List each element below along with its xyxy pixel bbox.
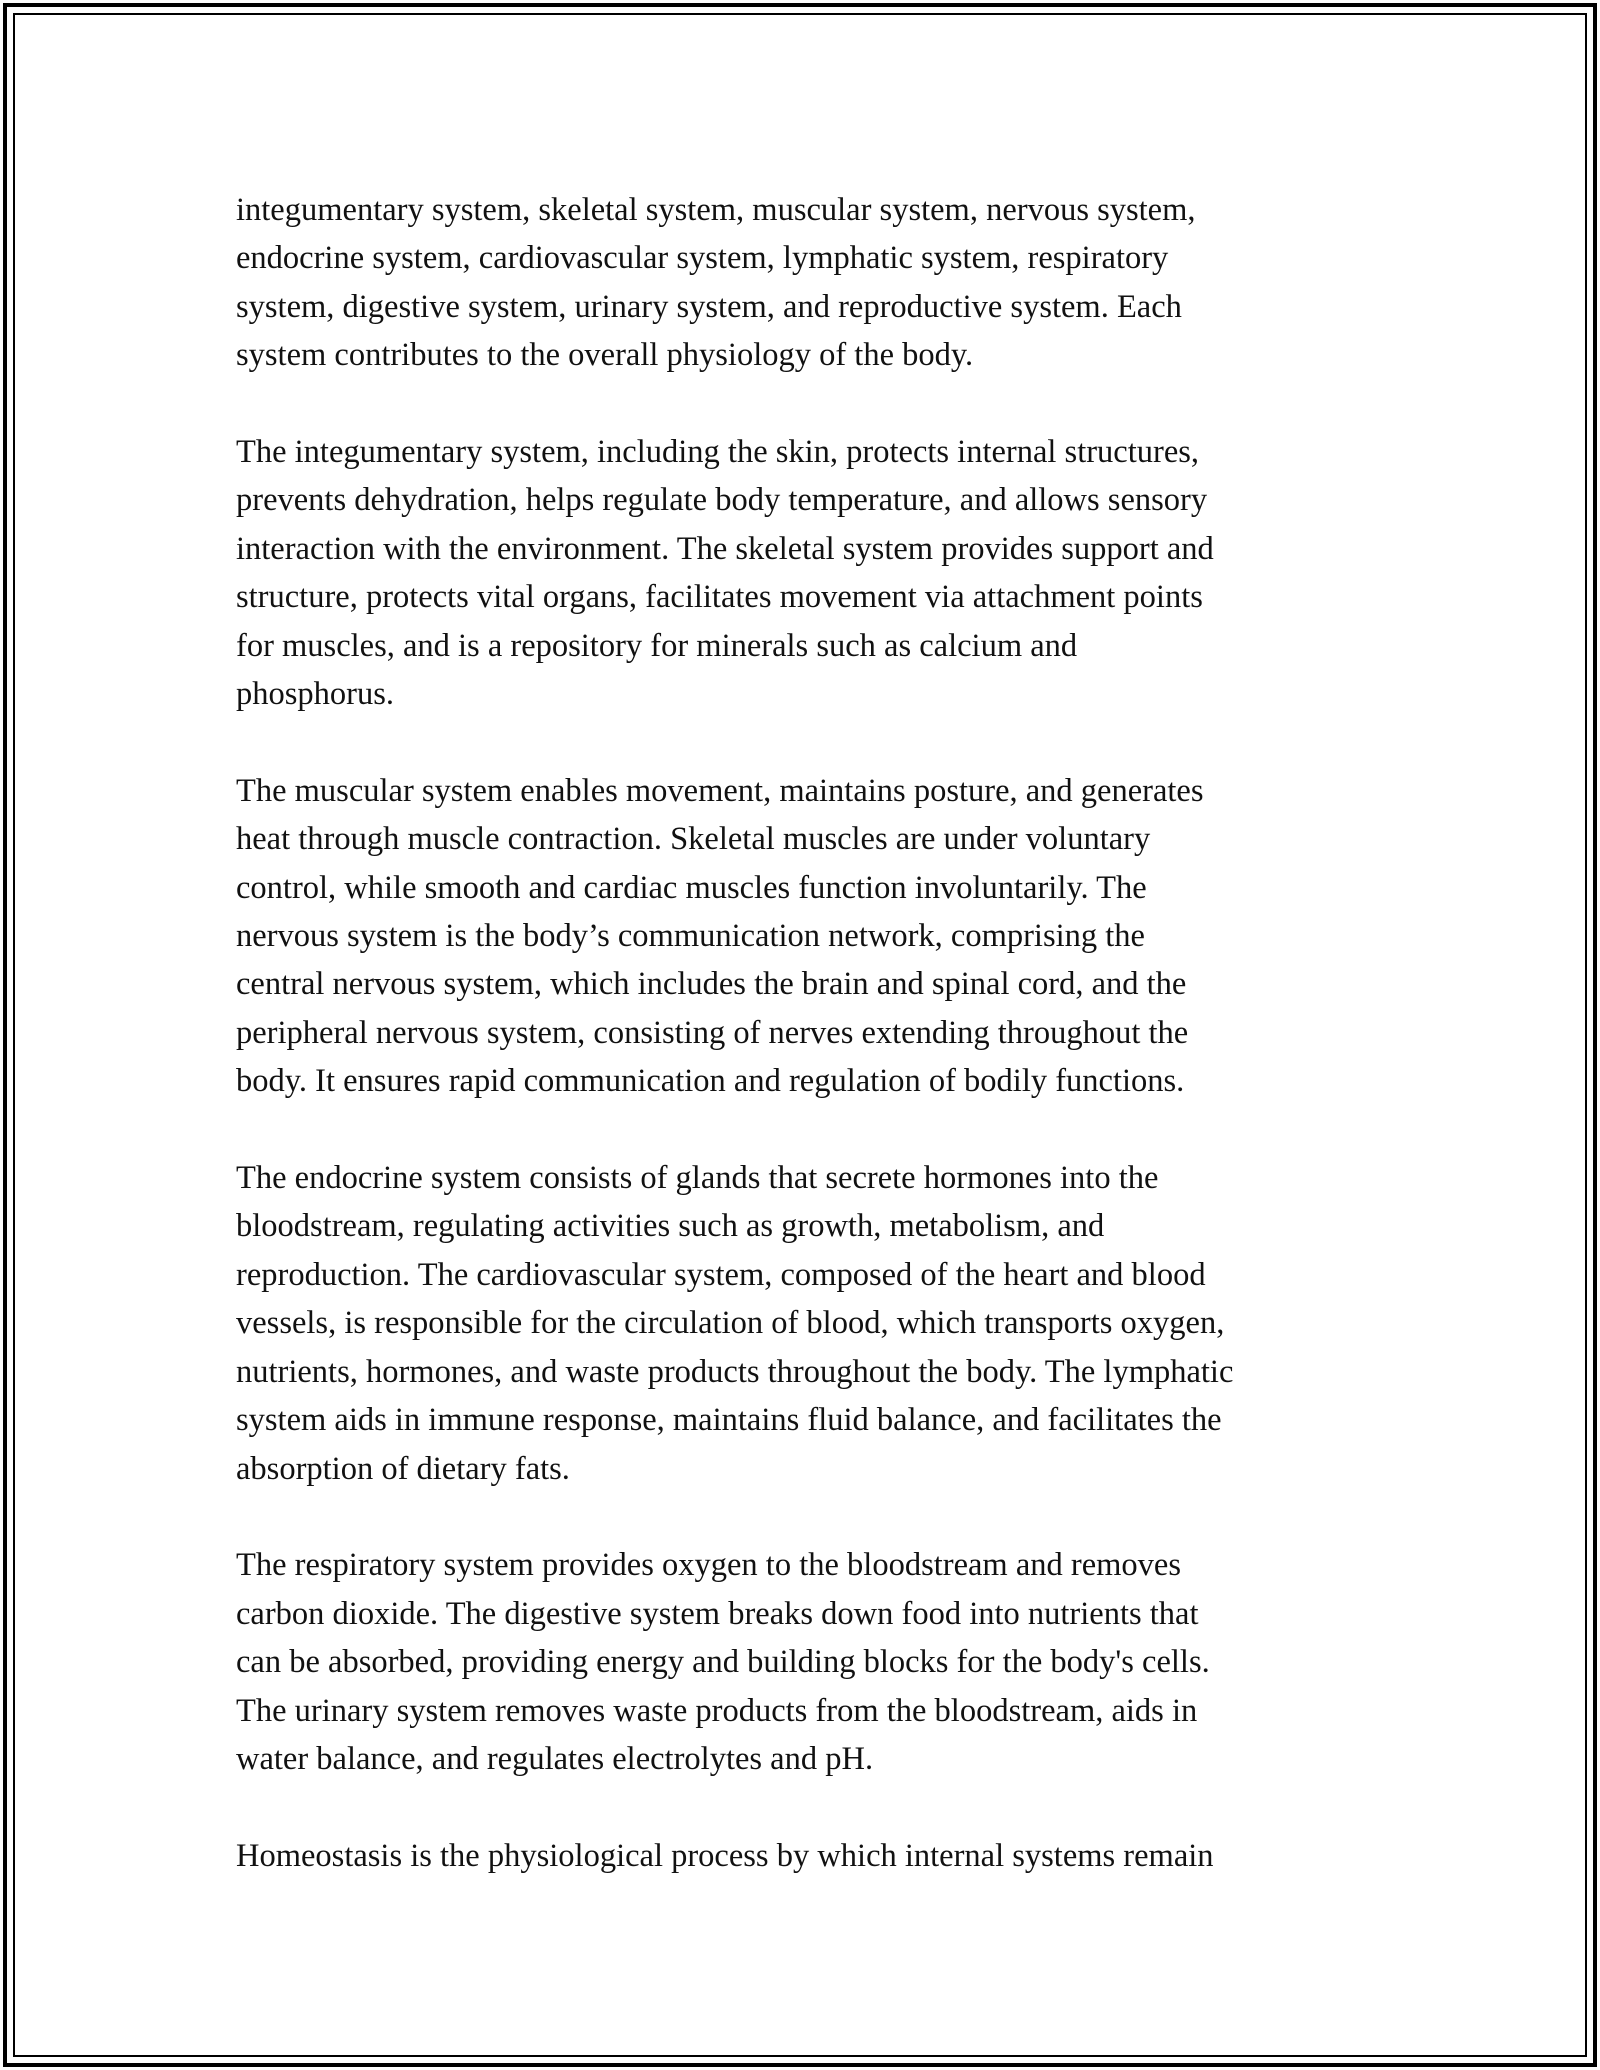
text-line: can be absorbed, providing energy and building blocks for the body's cells. [236,1644,1210,1681]
paragraph-4 [236,1154,1396,1493]
paragraph-5 [236,1541,1396,1783]
text-line: nervous system is the body’s communication network, comprising the [236,918,1145,955]
text-line: control, while smooth and cardiac muscles function involuntarily. The [236,869,1147,906]
text-line: bloodstream, regulating activities such as growth, metabolism, and [236,1208,1105,1245]
text-line: interaction with the environment. The skeletal system provides support and [236,530,1214,567]
text-line: nutrients, hormones, and waste products throughout the body. The lymphatic [236,1353,1234,1390]
text-line: body. It ensures rapid communication and regulation of bodily functions. [236,1063,1185,1100]
text-line: heat through muscle contraction. Skeletal muscles are under voluntary [236,821,1151,858]
text-line: prevents dehydration, helps regulate body temperature, and allows sensory [236,482,1208,519]
paragraph-6 [236,1832,1396,1880]
text-line: carbon dioxide. The digestive system breaks down food into nutrients that [236,1595,1199,1632]
text-line: The integumentary system, including the skin, protects internal structures, [236,434,1200,471]
paragraph-2 [236,428,1396,718]
text-line: system contributes to the overall physiology of the body. [236,337,974,374]
paragraph-1 [236,186,1396,380]
text-line: Homeostasis is the physiological process by which internal systems remain [236,1837,1214,1874]
text-line: absorption of dietary fats. [236,1450,570,1487]
text-line: The respiratory system provides oxygen to the bloodstream and removes [236,1547,1181,1584]
document-body [236,186,1396,1929]
text-line: for muscles, and is a repository for minerals such as calcium and [236,627,1078,664]
text-line: phosphorus. [236,676,394,713]
paragraph-3 [236,767,1396,1106]
text-line: The endocrine system consists of glands that secrete hormones into the [236,1160,1159,1197]
text-line: integumentary system, skeletal system, muscular system, nervous system, [236,192,1196,228]
text-line: central nervous system, which includes the brain and spinal cord, and the [236,966,1187,1003]
text-line: vessels, is responsible for the circulation of blood, which transports oxygen, [236,1305,1225,1342]
text-line: water balance, and regulates electrolytes and pH. [236,1740,874,1777]
text-line: system aids in immune response, maintains fluid balance, and facilitates the [236,1402,1222,1439]
text-line: structure, protects vital organs, facilitates movement via attachment points [236,579,1203,616]
text-line: peripheral nervous system, consisting of nerves extending throughout the [236,1014,1189,1051]
text-line: reproduction. The cardiovascular system, composed of the heart and blood [236,1256,1206,1293]
text-line: The urinary system removes waste products from the bloodstream, aids in [236,1692,1198,1729]
text-line: system, digestive system, urinary system, and reproductive system. Each [236,288,1182,325]
text-line: endocrine system, cardiovascular system, lymphatic system, respiratory [236,240,1169,277]
text-line: The muscular system enables movement, maintains posture, and generates [236,772,1204,809]
